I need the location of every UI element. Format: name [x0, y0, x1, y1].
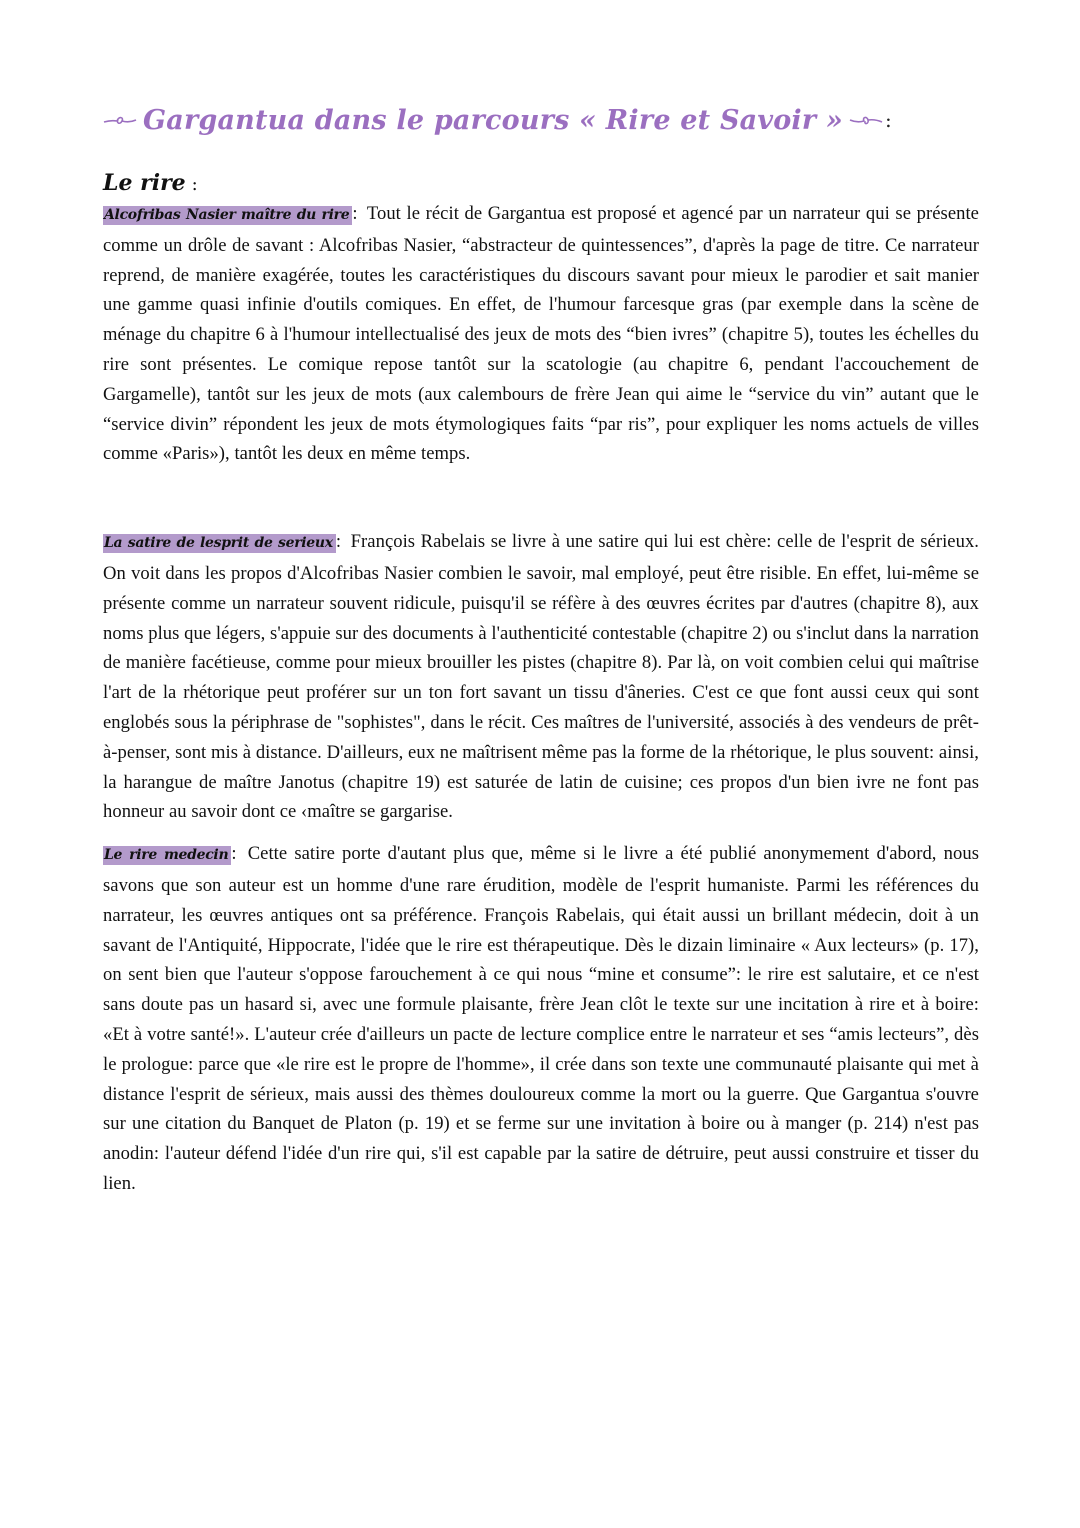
paragraph: [103, 199, 979, 469]
paragraph-body: Tout le récit de Gargantua est proposé et agencé par un narrateur qui se présente comme un drôle de savant : Alcofribas Nasier, “abstracteur de quintessences”, d'après la page de titre. Ce narrateur reprend, de manière exagérée, toutes les caractéristiques du discours savant pour mieux le parodier et sait manier une gamme quasi infinie d'outils comiques. En effet, de l'humour farcesque gras (par exemple dans la scène de ménage du chapitre 6 à l'humour intellectualisé des jeux de mots des “bien ivres” (chapitre 5), toutes les échelles du rire sont présentes. Le comique repose tantôt sur la scatologie (au chapitre 6, pendant l'accouchement de Gargamelle), tantôt sur les jeux de mots (aux calembours de frère Jean qui aime le “service du vin” autant que le “service divin” répondent les jeux de mots étymologiques faits “par ris”, pour expliquer les noms actuels de villes comme «Paris»), tantôt les deux en même temps.: [103, 203, 979, 465]
heading-text: Le rire: [103, 170, 186, 196]
label-separator: :: [231, 843, 237, 865]
paragraph: [103, 839, 979, 1199]
right-flourish-icon: [849, 110, 883, 130]
left-flourish-icon: [103, 110, 137, 130]
page-title: [103, 96, 979, 144]
label-separator: :: [335, 531, 342, 553]
paragraph-body: Cette satire porte d'autant plus que, même si le livre a été publié anonymement d'abord, nous savons que son auteur est un homme d'une rare érudition, modèle de l'esprit humaniste. Parmi les références du narrateur, les œuvres antiques ont sa préférence. François Rabelais, qui était aussi un brillant médecin, doit à un savant de l'Antiquité, Hippocrate, l'idée que le rire est thérapeutique. Dès le dizain liminaire « Aux lecteurs» (p. 17), on sent bien que l'auteur s'oppose farouchement à ce qui nous “mine et consume”: le rire est salutaire, et ce n'est sans doute pas un hasard si, avec une formule plaisante, frère Jean clôt le texte sur une incitation à rire et à boire: «Et à votre santé!». L'auteur crée d'ailleurs un pacte de lecture complice entre le narrateur et ses “amis lecteurs”, dès le prologue: parce que «le rire est le propre de l'homme», il crée dans son texte une communauté plaisante qui met à distance l'esprit de sérieux, mais aussi des thèmes douloureux comme la mort ou la guerre. Que Gargantua s'ouvre sur une citation du Banquet de Platon (p. 19) et se ferme sur une invitation à boire ou à manger (p. 214) n'est pas anodin: l'auteur défend l'idée d'un rire qui, s'il est capable par la satire de détruire, peut aussi construire et tisser du lien.: [103, 843, 979, 1194]
heading-suffix: :: [191, 174, 198, 195]
highlighted-label: Le rire medecin: [103, 846, 231, 865]
label-separator: :: [352, 203, 358, 224]
paragraph-body: François Rabelais se livre à une satire qui lui est chère: celle de l'esprit de sérieux. On voit dans les propos d'Alcofribas Nasier combien le savoir, mal employé, peut être risible. En effet, lui-même se présente comme un narrateur souvent ridicule, puisqu'il se réfère à des œuvres écrites par d'autres (chapitre 8), aux noms plus que légers, s'appuie sur des documents à l'authenticité contestable (chapitre 2) ou s'inclut dans la narration de manière facétieuse, comme pour mieux brouiller les pistes (chapitre 8). Par là, on voit combien celui qui maîtrise l'art de la rhétorique peut proférer sur un ton fort savant un tissu d'âneries. C'est ce que font aussi ceux qui sont englobés sous la périphrase de "sophistes", dans le récit. Ces maîtres de l'université, associés à des vendeurs de prêt-à-penser, sont mis à distance. D'ailleurs, eux ne maîtrisent même pas la forme de la rhétorique, le plus souvent: ainsi, la harangue de maître Janotus (chapitre 19) est saturée de latin de cuisine; ces propos d'un bien ivre ne font pas honneur au savoir dont ce ‹maître se gargarise.: [103, 531, 979, 823]
title-suffix: :: [885, 108, 892, 132]
document-page: [103, 96, 979, 1199]
paragraph: [103, 527, 979, 827]
highlighted-label: Alcofribas Nasier maître du rire: [103, 206, 352, 225]
highlighted-label: La satire de lesprit de serieux: [103, 534, 336, 553]
title-text: Gargantua dans le parcours « Rire et Savoir »: [143, 104, 843, 136]
section-heading: [103, 169, 979, 197]
